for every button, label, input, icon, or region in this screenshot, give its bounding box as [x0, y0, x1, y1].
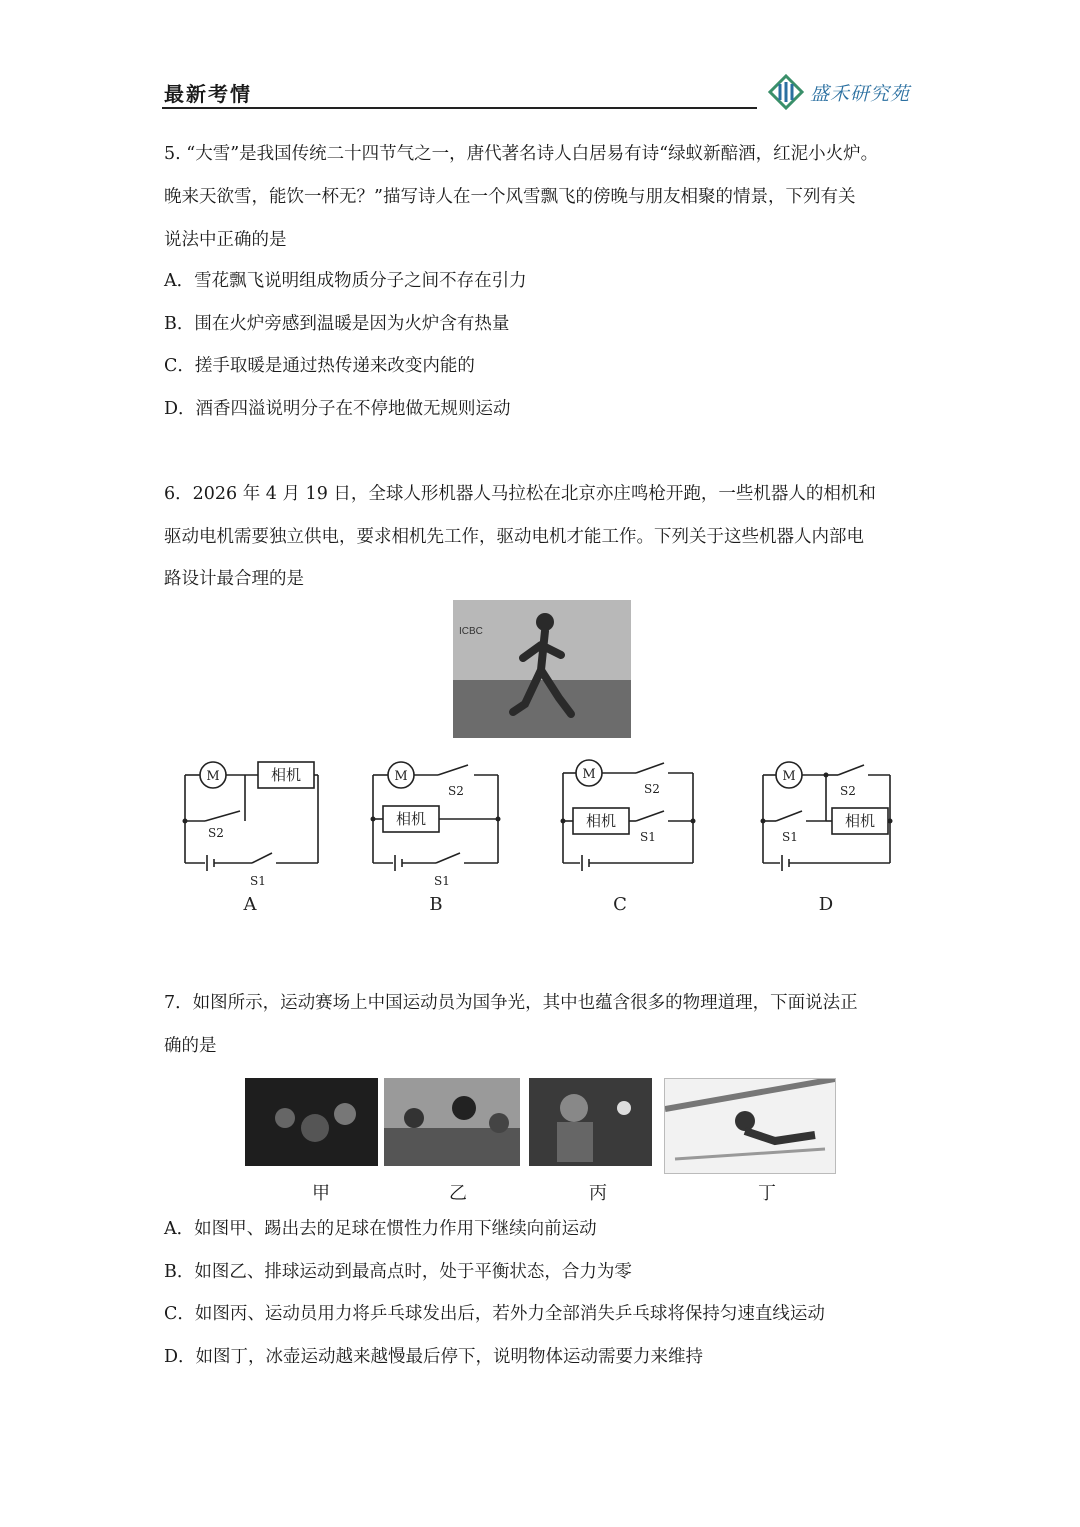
- motor-label: M: [782, 769, 796, 784]
- q7-option-a: A．如图甲、踢出去的足球在惯性力作用下继续向前运动: [164, 1219, 597, 1239]
- robot-runner-figure: [453, 600, 631, 738]
- brand-logo: [768, 72, 918, 112]
- q6-stem-line-1: 6．2026 年 4 月 19 日，全球人形机器人马拉松在北京亦庄鸣枪开跑，一些机器人的相机和: [164, 484, 876, 504]
- curling-photo: [664, 1078, 836, 1174]
- junction-dot: [496, 817, 501, 822]
- q5-option-c: C．搓手取暖是通过热传递来改变内能的: [164, 356, 475, 376]
- camera-label: 相机: [270, 766, 302, 784]
- motor-label: M: [394, 769, 408, 784]
- circuit-label-d: D: [818, 894, 834, 915]
- header-title: 最新考情: [164, 82, 252, 106]
- switch-label-s1: S1: [782, 830, 798, 844]
- caption-ding: 丁: [758, 1183, 776, 1204]
- switch-label-s1: S1: [434, 874, 450, 888]
- caption-jia: 甲: [312, 1183, 330, 1204]
- switch-symbol: [838, 765, 864, 775]
- table-tennis-photo: [529, 1078, 652, 1166]
- switch-symbol: [636, 763, 664, 773]
- q5-stem-line-2: 晚来天欲雪，能饮一杯无？”描写诗人在一个风雪飘飞的傍晚与朋友相聚的情景，下列有关: [164, 187, 856, 207]
- motor-label: M: [206, 769, 220, 784]
- switch-symbol: [205, 811, 240, 821]
- junction-dot: [888, 819, 893, 824]
- switch-symbol: [636, 811, 664, 821]
- caption-bing: 丙: [589, 1183, 607, 1204]
- q5-option-d: D．酒香四溢说明分子在不停地做无规则运动: [164, 399, 511, 419]
- q5-stem-line-1: 5. “大雪”是我国传统二十四节气之一，唐代著名诗人白居易有诗“绿蚁新醅酒，红泥小火炉。: [164, 144, 879, 164]
- photo-banner-text: ICBC: [459, 626, 483, 637]
- logo-text: 盛禾研究苑: [810, 82, 911, 105]
- curling-athlete-figure: [665, 1079, 835, 1173]
- switch-label-s2: S2: [644, 782, 660, 796]
- switch-label-s2: S2: [448, 784, 464, 798]
- motor-label: M: [582, 767, 596, 782]
- q7-option-c: C．如图丙、运动员用力将乒乓球发出后，若外力全部消失乒乓球将保持匀速直线运动: [164, 1304, 825, 1324]
- q7-stem-line-1: 7．如图所示，运动赛场上中国运动员为国争光，其中也蕴含很多的物理道理，下面说法正: [164, 993, 858, 1013]
- switch-label-s2: S2: [840, 784, 856, 798]
- camera-label: 相机: [395, 810, 427, 828]
- junction-dot: [691, 819, 696, 824]
- camera-label: 相机: [844, 812, 876, 830]
- football-photo: [245, 1078, 378, 1166]
- football-players-figure: [245, 1078, 378, 1166]
- switch-symbol: [776, 811, 802, 821]
- q6-stem-line-2: 驱动电机需要独立供电，要求相机先工作，驱动电机才能工作。下列关于这些机器人内部电: [164, 527, 864, 547]
- q5-stem-line-3: 说法中正确的是: [164, 230, 287, 250]
- leaf-logo-icon: [768, 74, 804, 110]
- switch-symbol: [438, 765, 468, 775]
- header-divider: [162, 107, 757, 109]
- switch-symbol: [252, 853, 272, 863]
- volleyball-players-figure: [384, 1078, 520, 1166]
- switch-label-s1: S1: [250, 874, 266, 888]
- volleyball-photo: [384, 1078, 520, 1166]
- q7-stem-line-2: 确的是: [164, 1036, 217, 1056]
- q7-option-d: D．如图丁，冰壶运动越来越慢最后停下，说明物体运动需要力来维持: [164, 1347, 704, 1367]
- switch-label-s1: S1: [640, 830, 656, 844]
- table-tennis-player-figure: [529, 1078, 652, 1166]
- camera-label: 相机: [585, 812, 617, 830]
- circuit-options-figure: [160, 755, 920, 925]
- robot-runner-photo: [453, 600, 631, 738]
- caption-yi: 乙: [449, 1183, 467, 1204]
- switch-symbol: [436, 853, 460, 863]
- q5-option-b: B．围在火炉旁感到温暖是因为火炉含有热量: [164, 314, 510, 334]
- switch-label-s2: S2: [208, 826, 224, 840]
- q5-option-a: A．雪花飘飞说明组成物质分子之间不存在引力: [164, 271, 527, 291]
- circuit-label-c: C: [613, 894, 627, 915]
- q7-option-b: B．如图乙、排球运动到最高点时，处于平衡状态，合力为零: [164, 1262, 632, 1282]
- circuit-label-b: B: [429, 894, 443, 915]
- q6-stem-line-3: 路设计最合理的是: [164, 569, 304, 589]
- circuit-label-a: A: [243, 894, 257, 915]
